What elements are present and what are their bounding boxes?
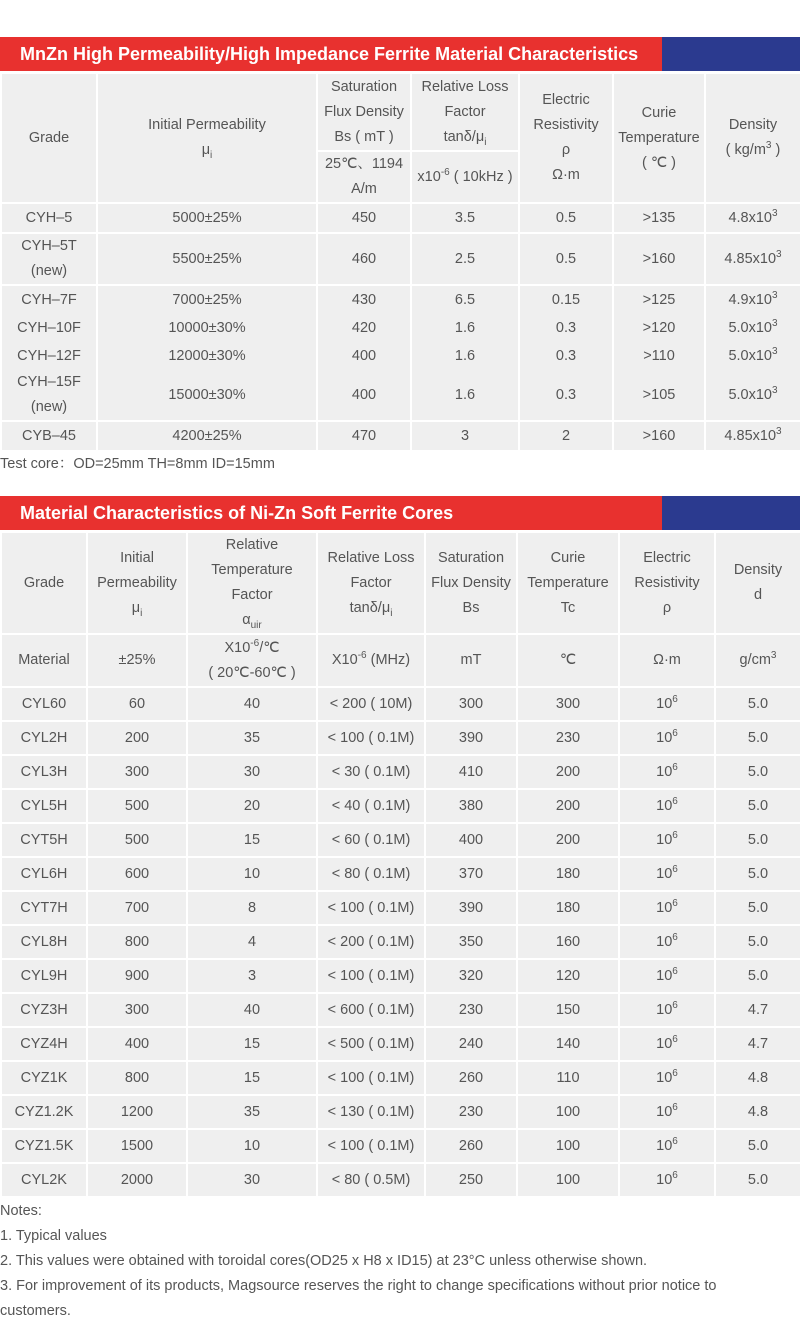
section2-banner xyxy=(0,496,800,530)
t2-cell-loss: < 30 ( 0.1M) xyxy=(318,756,424,788)
t2-cell-density: 5.0 xyxy=(716,790,800,822)
t2-cell-density: 5.0 xyxy=(716,688,800,720)
t2-cell-density: 5.0 xyxy=(716,926,800,958)
t2-cell-saturation: 240 xyxy=(426,1028,516,1060)
t2-cell-permeability: 300 xyxy=(88,994,186,1026)
t2-cell-density: 5.0 xyxy=(716,756,800,788)
t2-cell-loss: < 200 ( 0.1M) xyxy=(318,926,424,958)
t2-cell-resistivity: $10^6$ xyxy=(620,1096,714,1128)
t2-cell-permeability: 600 xyxy=(88,858,186,890)
t2-cell-curie: 100 xyxy=(518,1096,618,1128)
t1-cell-permeability: 15000±30% xyxy=(98,370,316,420)
t2-cell-grade: CYL9H xyxy=(2,960,86,992)
t2-cell-saturation: 400 xyxy=(426,824,516,856)
t1-header-grade: Grade xyxy=(2,74,96,202)
t1-cell-density: $5.0x10^3$ xyxy=(706,370,800,420)
t1-cell-loss-factor: 3.5 xyxy=(412,204,518,232)
t2-cell-resistivity: $10^6$ xyxy=(620,688,714,720)
section1-title: MnZn High Permeability/High Impedance Ferrite Material Characteristics xyxy=(20,44,639,64)
t1-cell-resistivity: 0.3 xyxy=(520,370,612,420)
t2-cell-permeability: 1500 xyxy=(88,1130,186,1162)
t2-cell-curie: 180 xyxy=(518,858,618,890)
t2-cell-saturation: 260 xyxy=(426,1130,516,1162)
t1-cell-loss-factor: 3 xyxy=(412,422,518,450)
t2-cell-curie: 150 xyxy=(518,994,618,1026)
t2-cell-grade: CYZ3H xyxy=(2,994,86,1026)
t2-cell-resistivity: $10^6$ xyxy=(620,790,714,822)
t2-unit-temp-factor: $X10^{-6}/℃$ ( 20℃-60℃ ) xyxy=(188,635,316,686)
t2-cell-saturation: 250 xyxy=(426,1164,516,1196)
t1-cell-permeability: 5500±25% xyxy=(98,234,316,284)
t1-cell-saturation: 430 xyxy=(318,286,410,314)
t2-cell-curie: 180 xyxy=(518,892,618,924)
t2-cell-resistivity: $10^6$ xyxy=(620,722,714,754)
t1-cell-grade: CYH–15F (new) xyxy=(2,370,96,420)
t1-cell-permeability: 10000±30% xyxy=(98,314,316,342)
t2-cell-permeability: 200 xyxy=(88,722,186,754)
t1-cell-resistivity: 0.3 xyxy=(520,314,612,342)
t2-header-temp-factor: Relative Temperature Factor $\alpha_{uir}$ xyxy=(188,533,316,633)
t2-cell-loss: < 60 ( 0.1M) xyxy=(318,824,424,856)
t1-header-saturation-condition: 25℃、1194 A/m xyxy=(318,152,410,202)
t1-cell-loss-factor: 6.5 xyxy=(412,286,518,314)
t2-cell-saturation: 320 xyxy=(426,960,516,992)
t2-cell-resistivity: $10^6$ xyxy=(620,858,714,890)
t2-cell-grade: CYT7H xyxy=(2,892,86,924)
t2-cell-saturation: 350 xyxy=(426,926,516,958)
t2-cell-grade: CYT5H xyxy=(2,824,86,856)
t2-cell-resistivity: $10^6$ xyxy=(620,1028,714,1060)
section2-title: Material Characteristics of Ni-Zn Soft Ferrite Cores xyxy=(20,503,454,523)
t2-cell-resistivity: $10^6$ xyxy=(620,1130,714,1162)
note-3: 3. For improvement of its products, Magsource reserves the right to change specifications without prior notice to xyxy=(0,1278,717,1294)
t2-cell-temp-factor: 4 xyxy=(188,926,316,958)
t2-unit-saturation: mT xyxy=(426,635,516,686)
t2-cell-permeability: 300 xyxy=(88,756,186,788)
t2-cell-grade: CYZ1.5K xyxy=(2,1130,86,1162)
t2-cell-resistivity: $10^6$ xyxy=(620,1164,714,1196)
t1-cell-saturation: 470 xyxy=(318,422,410,450)
t1-cell-loss-factor: 1.6 xyxy=(412,370,518,420)
t2-cell-saturation: 230 xyxy=(426,994,516,1026)
t1-cell-grade: CYH–5 xyxy=(2,204,96,232)
t2-cell-saturation: 370 xyxy=(426,858,516,890)
t2-cell-density: 4.8 xyxy=(716,1062,800,1094)
t2-unit-curie: ℃ xyxy=(518,635,618,686)
t2-cell-curie: 200 xyxy=(518,824,618,856)
t2-cell-loss: < 100 ( 0.1M) xyxy=(318,892,424,924)
t1-header-resistivity: Electric Resistivity ρ Ω·m xyxy=(520,74,612,202)
t2-cell-resistivity: $10^6$ xyxy=(620,824,714,856)
t2-cell-curie: 300 xyxy=(518,688,618,720)
t1-cell-loss-factor: 1.6 xyxy=(412,342,518,370)
t2-cell-density: 5.0 xyxy=(716,824,800,856)
t2-cell-temp-factor: 3 xyxy=(188,960,316,992)
t1-cell-saturation: 420 xyxy=(318,314,410,342)
t2-cell-grade: CYL5H xyxy=(2,790,86,822)
t2-cell-saturation: 230 xyxy=(426,1096,516,1128)
t1-cell-permeability: 7000±25% xyxy=(98,286,316,314)
t2-cell-temp-factor: 20 xyxy=(188,790,316,822)
t2-cell-curie: 100 xyxy=(518,1130,618,1162)
t1-cell-loss-factor: 1.6 xyxy=(412,314,518,342)
t2-cell-temp-factor: 15 xyxy=(188,1062,316,1094)
t2-cell-temp-factor: 35 xyxy=(188,1096,316,1128)
t2-cell-curie: 200 xyxy=(518,790,618,822)
t2-cell-resistivity: $10^6$ xyxy=(620,960,714,992)
t1-cell-grade: CYH–12F xyxy=(2,342,96,370)
t2-cell-curie: 120 xyxy=(518,960,618,992)
t2-cell-grade: CYZ1.2K xyxy=(2,1096,86,1128)
t1-cell-grade: CYH–10F xyxy=(2,314,96,342)
t2-cell-loss: < 80 ( 0.1M) xyxy=(318,858,424,890)
t2-cell-permeability: 700 xyxy=(88,892,186,924)
t2-unit-loss: $X10^{-6}$ (MHz) xyxy=(318,635,424,686)
t2-cell-curie: 100 xyxy=(518,1164,618,1196)
t1-cell-density: $5.0x10^3$ xyxy=(706,342,800,370)
t1-cell-grade: CYB–45 xyxy=(2,422,96,450)
t2-unit-grade: Material xyxy=(2,635,86,686)
t2-cell-temp-factor: 30 xyxy=(188,1164,316,1196)
t2-cell-permeability: 900 xyxy=(88,960,186,992)
t2-cell-curie: 200 xyxy=(518,756,618,788)
t1-cell-resistivity: 0.3 xyxy=(520,342,612,370)
t1-cell-curie: >120 xyxy=(614,314,704,342)
t2-cell-temp-factor: 35 xyxy=(188,722,316,754)
t2-cell-temp-factor: 8 xyxy=(188,892,316,924)
t1-header-loss-factor: Relative Loss Factor tanδ/$\mu_i$ xyxy=(412,74,518,150)
t2-cell-saturation: 300 xyxy=(426,688,516,720)
t2-cell-resistivity: $10^6$ xyxy=(620,926,714,958)
t2-unit-resistivity: Ω·m xyxy=(620,635,714,686)
t2-cell-grade: CYL2K xyxy=(2,1164,86,1196)
t2-unit-permeability: ±25% xyxy=(88,635,186,686)
section1-banner xyxy=(0,37,800,71)
t2-header-resistivity: Electric Resistivity ρ xyxy=(620,533,714,633)
t2-cell-temp-factor: 15 xyxy=(188,824,316,856)
test-core-note: Test core：OD=25mm TH=8mm ID=15mm xyxy=(0,456,275,472)
t2-cell-permeability: 500 xyxy=(88,824,186,856)
t2-header-saturation: Saturation Flux Density Bs xyxy=(426,533,516,633)
t2-cell-saturation: 380 xyxy=(426,790,516,822)
t2-cell-grade: CYL3H xyxy=(2,756,86,788)
t1-header-curie: Curie Temperature ( ℃ ) xyxy=(614,74,704,202)
t2-cell-density: 5.0 xyxy=(716,1130,800,1162)
note-3-continued: customers. xyxy=(0,1303,71,1319)
t2-cell-loss: < 200 ( 10M) xyxy=(318,688,424,720)
t2-cell-temp-factor: 10 xyxy=(188,1130,316,1162)
t2-cell-density: 5.0 xyxy=(716,960,800,992)
t1-cell-curie: >110 xyxy=(614,342,704,370)
t1-cell-saturation: 460 xyxy=(318,234,410,284)
t2-cell-saturation: 410 xyxy=(426,756,516,788)
t1-header-loss-unit: $x10^{-6}$ ( 10kHz ) xyxy=(412,152,518,202)
t2-cell-permeability: 2000 xyxy=(88,1164,186,1196)
t2-cell-loss: < 130 ( 0.1M) xyxy=(318,1096,424,1128)
t1-cell-resistivity: 0.15 xyxy=(520,286,612,314)
t2-cell-resistivity: $10^6$ xyxy=(620,892,714,924)
t2-cell-grade: CYZ4H xyxy=(2,1028,86,1060)
t2-cell-loss: < 100 ( 0.1M) xyxy=(318,1130,424,1162)
t2-cell-grade: CYL2H xyxy=(2,722,86,754)
t1-cell-saturation: 400 xyxy=(318,342,410,370)
t2-cell-temp-factor: 40 xyxy=(188,994,316,1026)
t2-cell-loss: < 40 ( 0.1M) xyxy=(318,790,424,822)
notes-title: Notes: xyxy=(0,1203,42,1219)
t1-cell-loss-factor: 2.5 xyxy=(412,234,518,284)
t2-cell-temp-factor: 40 xyxy=(188,688,316,720)
t2-cell-permeability: 500 xyxy=(88,790,186,822)
t2-cell-permeability: 800 xyxy=(88,926,186,958)
t2-cell-density: 4.7 xyxy=(716,994,800,1026)
t1-cell-saturation: 450 xyxy=(318,204,410,232)
t2-header-grade: Grade xyxy=(2,533,86,633)
t1-cell-density: $4.9x10^3$ xyxy=(706,286,800,314)
t1-cell-grade: CYH–5T (new) xyxy=(2,234,96,284)
t1-cell-permeability: 5000±25% xyxy=(98,204,316,232)
t1-cell-density: $4.85x10^3$ xyxy=(706,234,800,284)
t2-cell-curie: 140 xyxy=(518,1028,618,1060)
t2-cell-permeability: 1200 xyxy=(88,1096,186,1128)
t2-header-curie: Curie Temperature Tc xyxy=(518,533,618,633)
t2-cell-permeability: 60 xyxy=(88,688,186,720)
t1-cell-saturation: 400 xyxy=(318,370,410,420)
t1-cell-curie: >105 xyxy=(614,370,704,420)
t1-cell-resistivity: 2 xyxy=(520,422,612,450)
t2-cell-loss: < 100 ( 0.1M) xyxy=(318,960,424,992)
t2-cell-curie: 160 xyxy=(518,926,618,958)
note-2: 2. This values were obtained with toroidal cores(OD25 x H8 x ID15) at 23°C unless otherwise shown. xyxy=(0,1253,648,1269)
t1-cell-density: $4.85x10^3$ xyxy=(706,422,800,450)
t2-cell-saturation: 390 xyxy=(426,722,516,754)
t1-cell-curie: >125 xyxy=(614,286,704,314)
t2-unit-density: $g/cm^3$ xyxy=(716,635,800,686)
t2-cell-permeability: 800 xyxy=(88,1062,186,1094)
t2-cell-loss: < 600 ( 0.1M) xyxy=(318,994,424,1026)
t2-cell-grade: CYL60 xyxy=(2,688,86,720)
t2-cell-loss: < 80 ( 0.5M) xyxy=(318,1164,424,1196)
note-1: 1. Typical values xyxy=(0,1228,107,1244)
t1-header-density: Density ( $kg/m^3$ ) xyxy=(706,74,800,202)
t2-header-density: Density d xyxy=(716,533,800,633)
t1-cell-resistivity: 0.5 xyxy=(520,204,612,232)
t1-cell-curie: >135 xyxy=(614,204,704,232)
t2-header-permeability: Initial Permeability $\mu_i$ xyxy=(88,533,186,633)
t2-cell-curie: 110 xyxy=(518,1062,618,1094)
t1-header-permeability: Initial Permeability $\mu_i$ xyxy=(98,74,316,202)
t2-cell-loss: < 100 ( 0.1M) xyxy=(318,722,424,754)
t1-cell-permeability: 12000±30% xyxy=(98,342,316,370)
t2-cell-density: 5.0 xyxy=(716,892,800,924)
t2-cell-temp-factor: 15 xyxy=(188,1028,316,1060)
t2-cell-curie: 230 xyxy=(518,722,618,754)
t2-cell-density: 4.8 xyxy=(716,1096,800,1128)
t2-cell-density: 5.0 xyxy=(716,1164,800,1196)
t2-cell-grade: CYL6H xyxy=(2,858,86,890)
t2-cell-density: 5.0 xyxy=(716,858,800,890)
t1-cell-resistivity: 0.5 xyxy=(520,234,612,284)
t1-cell-density: $5.0x10^3$ xyxy=(706,314,800,342)
t2-cell-temp-factor: 10 xyxy=(188,858,316,890)
t2-cell-temp-factor: 30 xyxy=(188,756,316,788)
t2-cell-resistivity: $10^6$ xyxy=(620,994,714,1026)
t2-cell-density: 5.0 xyxy=(716,722,800,754)
t2-cell-resistivity: $10^6$ xyxy=(620,1062,714,1094)
t1-header-saturation: Saturation Flux Density Bs ( mT ) xyxy=(318,74,410,150)
t2-cell-density: 4.7 xyxy=(716,1028,800,1060)
t1-cell-density: $4.8x10^3$ xyxy=(706,204,800,232)
t2-cell-grade: CYL8H xyxy=(2,926,86,958)
t2-header-loss-factor: Relative Loss Factor tanδ/$\mu_i$ xyxy=(318,533,424,633)
t2-cell-saturation: 390 xyxy=(426,892,516,924)
t2-cell-loss: < 100 ( 0.1M) xyxy=(318,1062,424,1094)
t1-cell-permeability: 4200±25% xyxy=(98,422,316,450)
t2-cell-saturation: 260 xyxy=(426,1062,516,1094)
t2-cell-loss: < 500 ( 0.1M) xyxy=(318,1028,424,1060)
t2-cell-grade: CYZ1K xyxy=(2,1062,86,1094)
t1-cell-grade: CYH–7F xyxy=(2,286,96,314)
t1-cell-curie: >160 xyxy=(614,422,704,450)
t2-cell-permeability: 400 xyxy=(88,1028,186,1060)
t1-cell-curie: >160 xyxy=(614,234,704,284)
t2-cell-resistivity: $10^6$ xyxy=(620,756,714,788)
